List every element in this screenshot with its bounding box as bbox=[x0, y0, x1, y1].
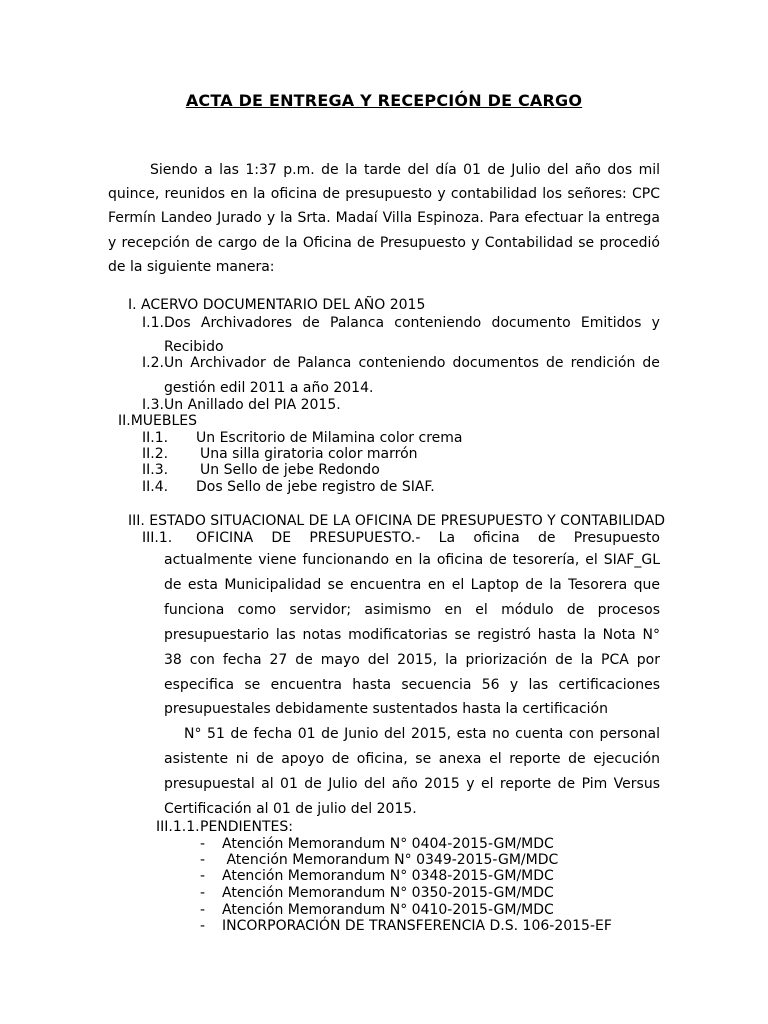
pending-text: INCORPORACIÓN DE TRANSFERENCIA D.S. 106-2015-EF bbox=[222, 918, 612, 934]
pending-dash: - bbox=[200, 918, 206, 934]
pending-dash: - bbox=[200, 852, 206, 868]
item-1-1-word: Archivadores bbox=[200, 315, 293, 331]
item-2-3-number: II.3. bbox=[142, 462, 169, 478]
item-3-1-body-text-2: N° 51 de fecha 01 de Junio del 2015, esta no cuenta con personal asistente ni de apoyo de oficina, se anexa el reporte de ejecución presupuestal al 01 de Julio del año 2015 y el reporte de Pim Versus Certificación al 01 de julio del 2015. bbox=[164, 726, 660, 818]
item-1-2-word: rendición bbox=[570, 355, 636, 371]
pending-item bbox=[200, 836, 554, 852]
item-1-2-word: documentos bbox=[452, 355, 539, 371]
item-2-1-number: II.1. bbox=[142, 430, 169, 446]
section-2-heading: II.MUEBLES bbox=[118, 413, 198, 429]
item-2-2-number: II.2. bbox=[142, 446, 169, 462]
pending-item bbox=[200, 852, 558, 868]
item-1-3-text: Un Anillado del PIA 2015. bbox=[164, 397, 341, 413]
item-1-1-word: documento bbox=[491, 315, 571, 331]
item-1-3-number: I.3. bbox=[142, 397, 164, 413]
item-3-1-word: PRESUPUESTO.- bbox=[309, 530, 421, 546]
pending-text: Atención Memorandum N° 0404-2015-GM/MDC bbox=[222, 836, 554, 852]
item-2-4-number: II.4. bbox=[142, 479, 169, 495]
pending-dash: - bbox=[200, 868, 206, 884]
item-1-2-word: Palanca bbox=[297, 355, 352, 371]
item-1-2-line bbox=[164, 355, 660, 371]
pending-item bbox=[200, 885, 554, 901]
pending-dash: - bbox=[200, 836, 206, 852]
item-1-2-continuation: gestión edil 2011 a año 2014. bbox=[164, 380, 374, 396]
pending-text: Atención Memorandum N° 0410-2015-GM/MDC bbox=[222, 902, 554, 918]
item-3-1-word: Presupuesto bbox=[573, 530, 660, 546]
item-1-1-word: conteniendo bbox=[394, 315, 482, 331]
intro-text: Siendo a las 1:37 p.m. de la tarde del día 01 de Julio del año dos mil quince, reunidos en la oficina de presupuesto y contabilidad los señores: CPC Fermín Landeo Jurado y la Srta. Madaí Villa Espinoza. Para efectuar la entrega y recepción de cargo de la Oficina de Presupuesto y Contabilidad se procedió de la siguiente manera: bbox=[108, 162, 660, 275]
item-1-2-number: I.2. bbox=[142, 355, 164, 371]
item-1-1-word: y bbox=[651, 315, 660, 331]
item-1-1-word: Emitidos bbox=[580, 315, 642, 331]
pending-heading: PENDIENTES: bbox=[200, 819, 293, 835]
item-3-1-word: de bbox=[538, 530, 556, 546]
pending-text: Atención Memorandum N° 0349-2015-GM/MDC bbox=[222, 852, 559, 868]
item-2-1-text: Un Escritorio de Milamina color crema bbox=[196, 430, 463, 446]
section-3-heading: III. ESTADO SITUACIONAL DE LA OFICINA DE PRESUPUESTO Y CONTABILIDAD bbox=[128, 513, 666, 529]
item-3-1-first-line bbox=[196, 530, 660, 546]
item-3-1-1-number: III.1.1. bbox=[156, 819, 200, 835]
item-1-2-word: de bbox=[546, 355, 564, 371]
pending-dash: - bbox=[200, 902, 206, 918]
item-1-1-word: Dos bbox=[164, 315, 191, 331]
item-1-1-line bbox=[164, 315, 660, 331]
item-1-1-word: Palanca bbox=[330, 315, 385, 331]
item-1-2-word: Archivador bbox=[190, 355, 266, 371]
section-1-heading: I. ACERVO DOCUMENTARIO DEL AÑO 2015 bbox=[128, 297, 426, 313]
item-3-1-word: OFICINA bbox=[196, 530, 254, 546]
item-3-1-body-text: actualmente viene funcionando en la oficina de tesorería, el SIAF_GL de esta Municipalidad se encuentra en el Laptop de la Tesorera que funciona como servidor; asimismo en el módulo de procesos presupuestario las notas modificatorias se registró hasta la Nota N° 38 con fecha 27 de mayo del 2015, la priorización de la PCA por especifica se encuentra hasta secuencia 56 y las certificaciones presupuestales debidamente sustentados hasta la certificación bbox=[164, 552, 660, 718]
document-title: ACTA DE ENTREGA Y RECEPCIÓN DE CARGO bbox=[185, 91, 583, 110]
item-1-2-word: de bbox=[272, 355, 291, 371]
item-3-1-number: III.1. bbox=[142, 530, 173, 546]
pending-item bbox=[200, 918, 612, 934]
item-1-2-word: conteniendo bbox=[358, 355, 446, 371]
item-1-2-word: de bbox=[642, 355, 660, 371]
item-2-4-text: Dos Sello de jebe registro de SIAF. bbox=[196, 479, 435, 495]
item-2-2-text: Una silla giratoria color marrón bbox=[200, 446, 418, 462]
item-3-1-word: DE bbox=[271, 530, 292, 546]
pending-text: Atención Memorandum N° 0350-2015-GM/MDC bbox=[222, 885, 554, 901]
item-1-2-word: Un bbox=[164, 355, 184, 371]
item-3-1-word: oficina bbox=[473, 530, 520, 546]
intro-paragraph bbox=[108, 158, 660, 279]
pending-text: Atención Memorandum N° 0348-2015-GM/MDC bbox=[222, 868, 554, 884]
item-3-1-word: La bbox=[438, 530, 456, 546]
item-2-3-text: Un Sello de jebe Redondo bbox=[200, 462, 380, 478]
pending-item bbox=[200, 902, 554, 918]
item-1-1-continuation: Recibido bbox=[164, 339, 224, 355]
item-1-1-number: I.1. bbox=[142, 315, 164, 331]
item-1-1-word: de bbox=[302, 315, 320, 331]
pending-dash: - bbox=[200, 885, 206, 901]
pending-item bbox=[200, 868, 554, 884]
item-3-1-body bbox=[164, 548, 660, 822]
